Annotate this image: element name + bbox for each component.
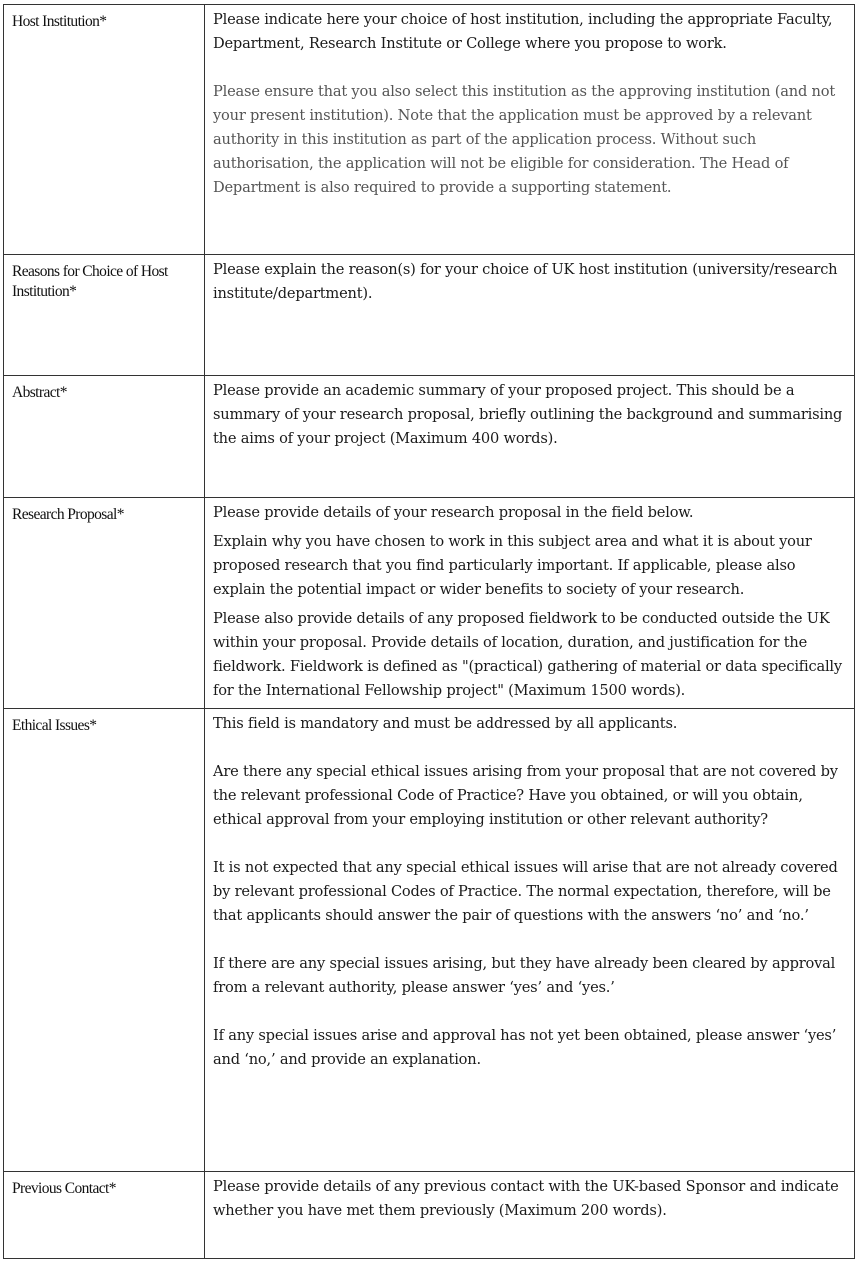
- description-paragraph: If any special issues arise and approval has not yet been obtained, please answer ‘yes’ and ‘no,’ and provide an explanation.: [213, 1027, 837, 1068]
- description-paragraph: Are there any special ethical issues arising from your proposal that are not covered by the relevant professional Code of Practice? Have you obtained, or will you obtain, ethical approval from your employing institution or other relevant authority?: [213, 763, 838, 828]
- description-paragraph: This field is mandatory and must be addressed by all applicants.: [213, 715, 678, 732]
- description-paragraph: Please also provide details of any proposed fieldwork to be conducted outside the UK within your proposal. Provide details of location, duration, and justification for the fieldwork. Fieldwork is defined as "(practical) gathering of material or data specifically for the International Fellowship project" (Maximum 1500 words).: [213, 610, 842, 699]
- field-label: Previous Contact*: [4, 1172, 205, 1259]
- table-row-ethical-issues: [4, 709, 855, 1172]
- description-paragraph: If there are any special issues arising, but they have already been cleared by approval from a relevant authority, please answer ‘yes’ and ‘yes.’: [213, 955, 836, 996]
- description-paragraph: Explain why you have chosen to work in this subject area and what it is about your proposed research that you find particularly important. If applicable, please also explain the potential impact or wider benefits to society of your research.: [213, 533, 812, 598]
- description-paragraph: It is not expected that any special ethical issues will arise that are not already covered by relevant professional Codes of Practice. The normal expectation, therefore, will be that applicants should answer the pair of questions with the answers ‘no’ and ‘no.’: [213, 859, 838, 924]
- field-label: Host Institution*: [4, 5, 205, 255]
- application-guidance-table: [3, 4, 855, 1259]
- field-label: Ethical Issues*: [4, 709, 205, 1172]
- description-paragraph: Please ensure that you also select this institution as the approving institution (and not your present institution). Note that the application must be approved by a relevant authority in this institution as part of the application process. Without such authorisation, the application will not be eligible for consideration. The Head of Department is also required to provide a supporting statement.: [213, 83, 835, 196]
- field-label: Research Proposal*: [4, 498, 205, 709]
- field-label: Reasons for Choice of Host Institution*: [4, 255, 205, 376]
- field-label: Abstract*: [4, 376, 205, 498]
- field-description: [205, 5, 855, 255]
- description-paragraph: Please indicate here your choice of host institution, including the appropriate Faculty, Department, Research Institute or College where you propose to work.: [213, 11, 833, 52]
- description-paragraph: Please provide details of any previous contact with the UK-based Sponsor and indicate whether you have met them previously (Maximum 200 words).: [213, 1178, 839, 1219]
- table-row-host-institution: [4, 5, 855, 255]
- table-row-reasons-for-choice: [4, 255, 855, 376]
- table-row-previous-contact: [4, 1172, 855, 1259]
- table-row-research-proposal: [4, 498, 855, 709]
- field-description: [205, 709, 855, 1172]
- field-description: [205, 255, 855, 376]
- field-description: [205, 1172, 855, 1259]
- description-paragraph: Please provide details of your research proposal in the field below.: [213, 504, 694, 521]
- field-description: [205, 498, 855, 709]
- table-row-abstract: [4, 376, 855, 498]
- description-paragraph: Please provide an academic summary of your proposed project. This should be a summary of your research proposal, briefly outlining the background and summarising the aims of your project (Maximum 400 words).: [213, 382, 843, 447]
- field-description: [205, 376, 855, 498]
- description-paragraph: Please explain the reason(s) for your choice of UK host institution (university/research institute/department).: [213, 261, 838, 302]
